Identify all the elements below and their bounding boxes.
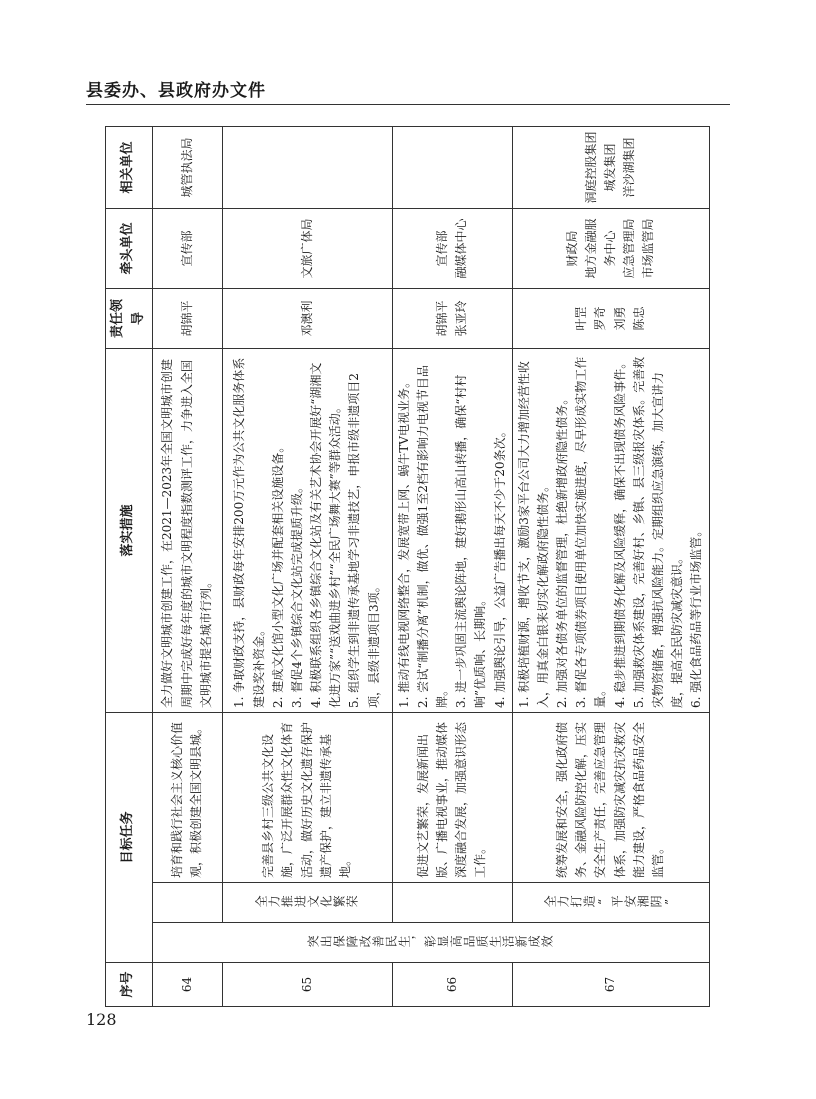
related-unit-name: 洞庭控股集团 xyxy=(583,131,598,204)
measure-item: 全力做好文明城市创建工作，在2021—2023年全国文明城市创建周期中完成好每年度的城市文明程度指数测评工作，力争进入全国文明城市提名城市行列。 xyxy=(160,358,213,708)
leader-name: 叶罡 xyxy=(574,306,589,331)
related-unit-name: 洋沙湖集团 xyxy=(622,137,637,198)
page-header-title: 县委办、县政府办文件 xyxy=(86,81,266,101)
lead-unit-name: 地方金融服务中心 xyxy=(583,218,618,279)
leader-cell xyxy=(392,288,512,348)
measures-cell xyxy=(152,348,222,712)
page-number: 128 xyxy=(86,1010,117,1029)
leader-cell xyxy=(152,288,222,348)
table-header-row xyxy=(106,126,153,1006)
measures-cell xyxy=(392,348,512,712)
header-task: 目标任务 xyxy=(106,712,153,962)
lead-unit-cell xyxy=(512,208,709,288)
task-cell: 统筹发展和安全，强化政府债务、金融风险防控化解，压实安全生产责任，完善应急管理体系，加强防灾减灾抗灾救灾能力建设，严格食品药品安全监管。 xyxy=(512,712,709,882)
lead-unit-name: 文旅广体局 xyxy=(299,218,314,279)
table-row xyxy=(392,126,512,1006)
lead-unit-name: 宣传部 xyxy=(179,230,194,267)
category-label: 突出保障改善民生，彰显高品质生活新成效 xyxy=(307,934,555,949)
subcategory-cell xyxy=(152,883,222,923)
task-cell: 培育和践行社会主义核心价值观，积极创建全国文明县城。 xyxy=(152,712,222,882)
table-row xyxy=(512,126,709,1006)
measure-item: 4. 稳步推进到期债务化解及风险缓释，确保不出现债务风险事件。 xyxy=(612,356,627,708)
rotated-table-container xyxy=(105,127,704,1007)
subcategory-cell xyxy=(512,883,709,923)
table-row xyxy=(222,126,392,1006)
measures-cell xyxy=(512,348,709,712)
lead-unit-cell xyxy=(152,208,222,288)
leader-name: 刘勇 xyxy=(612,306,627,331)
subcategory-label: 全力打造“平安湘阴” xyxy=(543,894,678,909)
related-unit-cell xyxy=(152,126,222,208)
task-table xyxy=(105,126,710,1007)
lead-unit-name: 融媒体中心 xyxy=(454,218,469,279)
header-leader: 责任领导 xyxy=(106,288,153,348)
row-number: 64 xyxy=(152,963,222,1007)
table-row xyxy=(152,126,222,1006)
related-unit-name: 城管执法局 xyxy=(179,137,194,198)
header-measures: 落实措施 xyxy=(106,348,153,712)
measure-item: 4. 加强舆论引导，公益广告播出每天不少于20条次。 xyxy=(492,425,507,708)
leader-name: 陈忠 xyxy=(631,306,646,331)
measure-item: 3. 进一步巩固主流舆论阵地，建好鹅形山高山转播，确保“村村响”优质响、长期响。 xyxy=(454,374,488,708)
measure-item: 5. 组织学生到非遗传承基地学习非遗技艺，申报市级非遗项目2项，县级非遗项目3项。 xyxy=(347,373,381,708)
measure-item: 6. 强化食品药品等行业市场监管。 xyxy=(689,524,704,708)
measure-item: 3. 督促各专项债券项目使用单位加快实施进度，尽早形成实物工作量。 xyxy=(574,356,608,708)
measure-item: 4. 积极联系组织各乡镇综合文化站及有关艺术协会开展好“湖湘文化进万家”“送戏曲进乡村”“全民广场舞大赛”等群众活动。 xyxy=(309,362,343,708)
header-divider xyxy=(86,104,730,105)
related-unit-cell xyxy=(392,126,512,208)
header-lead-unit: 牵头单位 xyxy=(106,208,153,288)
row-number: 65 xyxy=(222,963,392,1007)
task-cell: 促进文艺繁荣，发展新闻出版、广播电视事业，推动媒体深度融合发展，加强意识形态工作。 xyxy=(392,712,512,882)
leader-name: 张亚玲 xyxy=(454,300,469,337)
measure-item: 2. 加强对各债务单位的监督管理，杜绝新增政府隐性债务。 xyxy=(555,392,570,708)
measure-item: 2. 尝试“制播分离”机制，做优、做强1至2档有影响力电视节目品牌。 xyxy=(415,365,449,708)
leader-name: 罗奇 xyxy=(593,306,608,331)
subcategory-label: 全力推进文化繁荣 xyxy=(255,894,360,909)
lead-unit-name: 财政局 xyxy=(564,230,579,267)
lead-unit-cell xyxy=(222,208,392,288)
task-cell: 完善县乡村三级公共文化设施，广泛开展群众性文化体育活动，做好历史文化遗存保护遗产保护，建立非遗传承基地。 xyxy=(222,712,392,882)
measure-item: 2. 建成文化馆小型文化广场并配套相关设施设备。 xyxy=(270,440,285,708)
row-number: 67 xyxy=(512,963,709,1007)
category-cell xyxy=(152,923,709,963)
lead-unit-name: 应急管理局 xyxy=(622,218,637,279)
measure-item: 1. 积极培植财源，增收节支，激励3家平台公司大力增加经营性收入，用真金白银来切实化解政府隐性债务。 xyxy=(516,361,550,708)
subcategory-cell xyxy=(222,883,392,923)
related-unit-cell xyxy=(512,126,709,208)
subcategory-cell xyxy=(392,883,512,923)
measure-item: 5. 加强救灾体系建设，完善好村、乡镇、县三级报灾体系。完善救灾物资储备，增强抗风险能力。定期组织应急演练，加大宣讲力度，提高全民防灾减灾意识。 xyxy=(631,356,685,708)
lead-unit-cell xyxy=(392,208,512,288)
measure-item: 1. 推动有线电视网络整合，发展宽带上网、蜗牛TV电视业务。 xyxy=(396,376,411,708)
lead-unit-name: 宣传部 xyxy=(434,230,449,267)
leader-name: 胡锦平 xyxy=(179,300,194,337)
lead-unit-name: 市场监管局 xyxy=(641,218,656,279)
leader-name: 胡锦平 xyxy=(434,300,449,337)
leader-cell xyxy=(222,288,392,348)
measures-cell xyxy=(222,348,392,712)
leader-cell xyxy=(512,288,709,348)
row-number: 66 xyxy=(392,963,512,1007)
related-unit-cell xyxy=(222,126,392,208)
header-related-unit: 相关单位 xyxy=(106,126,153,208)
measure-item: 3. 督促4个乡镇综合文化站完成提质升级。 xyxy=(289,481,304,708)
header-no: 序号 xyxy=(106,963,153,1007)
measure-item: 1. 争取财政支持，县财政每年安排200万元作为公共文化服务体系建设奖补资金。 xyxy=(232,357,266,708)
related-unit-name: 城发集团 xyxy=(603,143,618,192)
leader-name: 邓澳利 xyxy=(299,300,314,337)
